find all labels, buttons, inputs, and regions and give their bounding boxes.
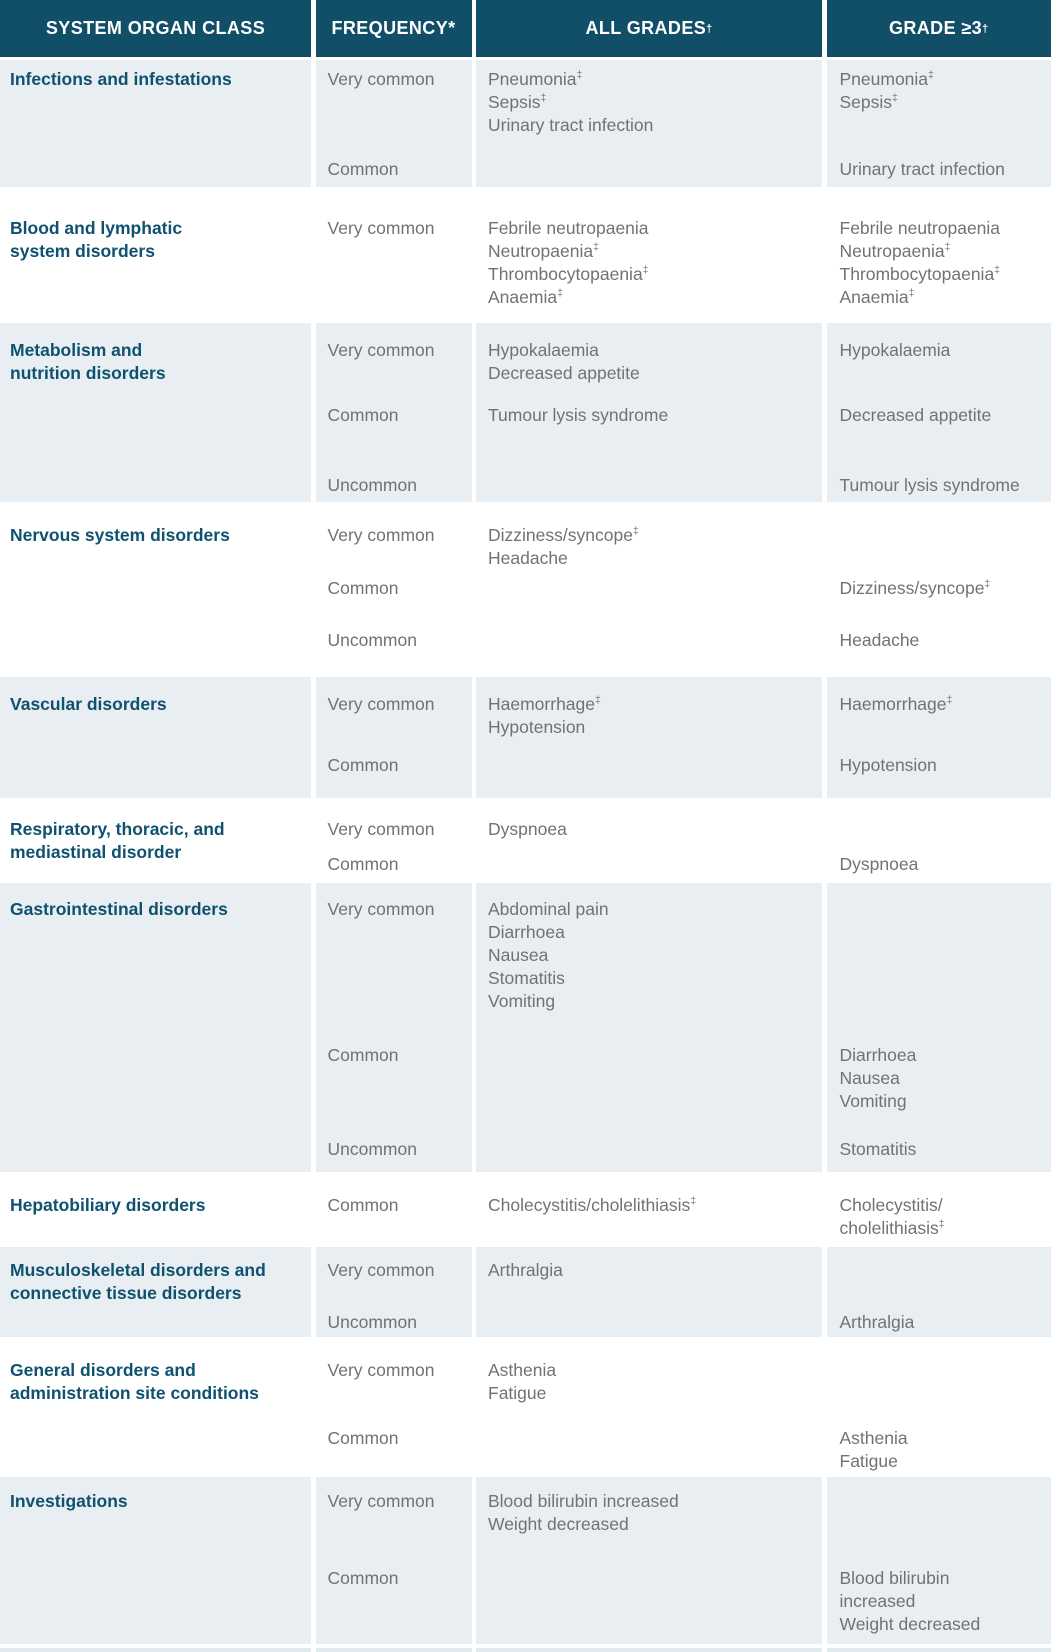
grade3-items: [840, 853, 1046, 883]
reaction-item: Asthenia: [839, 1428, 908, 1448]
grade3-items: [840, 693, 1046, 754]
all-grades-items: [488, 158, 816, 187]
reaction-item: Nausea: [839, 1068, 900, 1088]
all-grades-cell: [476, 1247, 822, 1337]
grade3-items: [840, 1359, 1046, 1427]
reaction-item: Abdominal pain: [488, 899, 609, 919]
all-grades-cell: [476, 798, 822, 883]
all-grades-items: [488, 474, 816, 502]
all-grades-cell: [476, 677, 822, 798]
reaction-item: Neutropaenia‡: [488, 241, 599, 261]
frequency-cell: [316, 1172, 472, 1247]
frequency-label: Uncommon: [327, 1312, 417, 1332]
frequency-label: Very common: [327, 218, 435, 238]
reaction-item: Fatigue: [488, 1383, 547, 1403]
frequency-label: Common: [327, 1195, 399, 1215]
frequency-label: Common: [327, 1428, 399, 1448]
grade3-items: [840, 577, 1046, 629]
frequency-cell: [316, 323, 472, 502]
reaction-item: Fatigue: [839, 1451, 898, 1471]
soc-cell: [0, 323, 311, 502]
soc-cell: [0, 187, 311, 323]
grade3-items: [840, 818, 1046, 853]
grade3-cell: [827, 502, 1051, 677]
reaction-item: Urinary tract infection: [839, 159, 1005, 179]
reaction-item: Blood bilirubin increased: [488, 1491, 679, 1511]
soc-label: General disorders and administration site conditions: [10, 1360, 259, 1403]
grade3-items: [840, 524, 1046, 577]
grade3-items: [840, 158, 1046, 187]
frequency-cell: [316, 187, 472, 323]
all-grades-cell: [476, 323, 822, 502]
frequency-cell: [316, 60, 472, 187]
grade3-items: [840, 339, 1046, 404]
frequency-cell: [316, 1247, 472, 1337]
reaction-item: Arthralgia: [839, 1312, 915, 1332]
section-row: [0, 187, 1051, 323]
reaction-item: Tumour lysis syndrome: [488, 405, 669, 425]
table-body: [0, 60, 1051, 1644]
soc-cell: [0, 1247, 311, 1337]
frequency-label: Very common: [327, 1491, 435, 1511]
section-row: [0, 1247, 1051, 1337]
header-frequency: FREQUENCY*: [316, 0, 472, 57]
all-grades-items: [488, 693, 816, 754]
reaction-item: Febrile neutropaenia: [839, 218, 1001, 238]
reaction-item: Headache: [839, 630, 920, 650]
reaction-item: Blood bilirubin: [839, 1568, 950, 1588]
all-grades-items: [488, 1567, 816, 1644]
frequency-cell: [316, 677, 472, 798]
frequency-label: Common: [327, 405, 399, 425]
grade3-items: [840, 474, 1046, 502]
soc-label: Vascular disorders: [10, 694, 167, 714]
header-all-grades: ALL GRADES †: [476, 0, 822, 57]
frequency-cell: [316, 883, 472, 1172]
next-row-edge-cell: [827, 1648, 1051, 1652]
grade3-items: [840, 629, 1046, 677]
reaction-item: Vomiting: [488, 991, 556, 1011]
frequency-label: Common: [327, 578, 399, 598]
reaction-item: Anaemia‡: [839, 287, 915, 307]
grade3-cell: [827, 1477, 1051, 1644]
frequency-cell: [316, 1477, 472, 1644]
frequency-label: Very common: [327, 1360, 435, 1380]
all-grades-items: [488, 1359, 816, 1427]
all-grades-items: [488, 1311, 816, 1337]
soc-cell: [0, 798, 311, 883]
reaction-item: Pneumonia‡: [839, 69, 934, 89]
grade3-cell: [827, 60, 1051, 187]
reaction-item: Headache: [488, 548, 568, 568]
soc-cell: [0, 677, 311, 798]
reaction-item: Thrombocytopaenia‡: [488, 264, 649, 284]
grade3-items: [840, 1567, 1046, 1644]
reaction-item: Diarrhoea: [839, 1045, 917, 1065]
reaction-item: Stomatitis: [488, 968, 565, 988]
reaction-item: cholelithiasis‡: [839, 1218, 945, 1238]
all-grades-items: [488, 629, 816, 677]
reaction-item: Decreased appetite: [839, 405, 992, 425]
grade3-items: [840, 1490, 1046, 1567]
all-grades-items: [488, 1138, 816, 1172]
soc-label: Hepatobiliary disorders: [10, 1195, 206, 1215]
reaction-item: increased: [839, 1591, 916, 1611]
frequency-label: Common: [327, 854, 399, 874]
all-grades-items: [488, 1259, 816, 1311]
reaction-item: Febrile neutropaenia: [488, 218, 649, 238]
reaction-item: Nausea: [488, 945, 549, 965]
grade3-items: [840, 404, 1046, 474]
section-row: [0, 1337, 1051, 1477]
section-row: [0, 323, 1051, 502]
all-grades-cell: [476, 1172, 822, 1247]
reaction-item: Arthralgia: [488, 1260, 563, 1280]
all-grades-cell: [476, 187, 822, 323]
grade3-items: [840, 1259, 1046, 1311]
reaction-item: Hypokalaemia: [839, 340, 951, 360]
soc-label: Investigations: [10, 1491, 128, 1511]
all-grades-items: [488, 1194, 816, 1247]
reaction-item: Weight decreased: [839, 1614, 981, 1634]
soc-label: Infections and infestations: [10, 69, 232, 89]
reaction-item: Cholecystitis/: [839, 1195, 943, 1215]
all-grades-items: [488, 339, 816, 404]
grade3-cell: [827, 677, 1051, 798]
grade3-items: [840, 1194, 1046, 1247]
frequency-label: Common: [327, 1045, 399, 1065]
reaction-item: Hypotension: [488, 717, 586, 737]
grade3-cell: [827, 798, 1051, 883]
reaction-item: Decreased appetite: [488, 363, 640, 383]
soc-label: Nervous system disorders: [10, 525, 230, 545]
all-grades-items: [488, 853, 816, 883]
reaction-item: Pneumonia‡: [488, 69, 583, 89]
grade3-items: [840, 1427, 1046, 1477]
all-grades-cell: [476, 1337, 822, 1477]
all-grades-items: [488, 404, 816, 474]
all-grades-cell: [476, 1477, 822, 1644]
frequency-label: Common: [327, 755, 399, 775]
reaction-item: Dyspnoea: [839, 854, 919, 874]
all-grades-items: [488, 754, 816, 798]
frequency-label: Very common: [327, 899, 435, 919]
reaction-item: Sepsis‡: [488, 92, 547, 112]
grade3-items: [840, 217, 1046, 312]
grade3-items: [840, 1044, 1046, 1138]
all-grades-items: [488, 1427, 816, 1477]
section-row: [0, 60, 1051, 187]
all-grades-items: [488, 818, 816, 853]
grade3-items: [840, 68, 1046, 158]
reaction-item: Dizziness/syncope‡: [488, 525, 639, 545]
frequency-label: Uncommon: [327, 475, 417, 495]
soc-cell: [0, 883, 311, 1172]
next-row-edge: [0, 1648, 1051, 1652]
grade3-cell: [827, 1172, 1051, 1247]
soc-cell: [0, 1172, 311, 1247]
reaction-item: Asthenia: [488, 1360, 557, 1380]
frequency-label: Very common: [327, 69, 435, 89]
reaction-item: Hypotension: [839, 755, 937, 775]
all-grades-cell: [476, 60, 822, 187]
frequency-label: Very common: [327, 819, 435, 839]
section-row: [0, 1172, 1051, 1247]
frequency-cell: [316, 798, 472, 883]
next-row-edge-cell: [476, 1648, 822, 1652]
reaction-item: Weight decreased: [488, 1514, 629, 1534]
reaction-item: Haemorrhage‡: [488, 694, 601, 714]
all-grades-items: [488, 1044, 816, 1138]
grade3-items: [840, 898, 1046, 1044]
next-row-edge-cell: [316, 1648, 472, 1652]
reaction-item: Urinary tract infection: [488, 115, 654, 135]
reaction-item: Stomatitis: [839, 1139, 917, 1159]
reaction-item: Hypokalaemia: [488, 340, 599, 360]
grade3-items: [840, 1311, 1046, 1337]
reaction-item: Cholecystitis/cholelithiasis‡: [488, 1195, 697, 1215]
soc-cell: [0, 1337, 311, 1477]
frequency-label: Uncommon: [327, 630, 417, 650]
frequency-label: Very common: [327, 1260, 435, 1280]
reaction-item: Diarrhoea: [488, 922, 565, 942]
section-row: [0, 798, 1051, 883]
reaction-item: Vomiting: [839, 1091, 907, 1111]
all-grades-items: [488, 577, 816, 629]
header-grade-3-plus: GRADE ≥3 †: [827, 0, 1051, 57]
all-grades-cell: [476, 883, 822, 1172]
table-header-row: [0, 0, 1051, 57]
reaction-item: Thrombocytopaenia‡: [839, 264, 1001, 284]
soc-label: Blood and lymphatic system disorders: [10, 218, 183, 261]
section-row: [0, 1477, 1051, 1644]
reaction-item: Haemorrhage‡: [839, 694, 953, 714]
all-grades-items: [488, 524, 816, 577]
grade3-cell: [827, 187, 1051, 323]
reaction-item: Sepsis‡: [839, 92, 898, 112]
frequency-cell: [316, 1337, 472, 1477]
frequency-label: Very common: [327, 525, 435, 545]
soc-label: Respiratory, thoracic, and mediastinal disorder: [10, 819, 225, 862]
grade3-cell: [827, 883, 1051, 1172]
grade3-items: [840, 754, 1046, 798]
all-grades-items: [488, 217, 816, 312]
grade3-cell: [827, 1247, 1051, 1337]
header-system-organ-class: SYSTEM ORGAN CLASS: [0, 0, 311, 57]
soc-cell: [0, 60, 311, 187]
section-row: [0, 883, 1051, 1172]
reaction-item: Neutropaenia‡: [839, 241, 951, 261]
all-grades-items: [488, 68, 816, 158]
soc-cell: [0, 1477, 311, 1644]
soc-label: Musculoskeletal disorders and connective tissue disorders: [10, 1260, 266, 1303]
soc-cell: [0, 502, 311, 677]
grade3-cell: [827, 323, 1051, 502]
grade3-items: [840, 1138, 1046, 1172]
reaction-item: Dizziness/syncope‡: [839, 578, 991, 598]
frequency-label: Common: [327, 1568, 399, 1588]
frequency-label: Very common: [327, 340, 435, 360]
soc-label: Metabolism and nutrition disorders: [10, 340, 166, 383]
reaction-item: Anaemia‡: [488, 287, 563, 307]
reaction-item: Dyspnoea: [488, 819, 567, 839]
all-grades-items: [488, 898, 816, 1044]
frequency-label: Very common: [327, 694, 435, 714]
next-row-edge-cell: [0, 1648, 311, 1652]
grade3-cell: [827, 1337, 1051, 1477]
frequency-label: Common: [327, 159, 399, 179]
reaction-item: Tumour lysis syndrome: [839, 475, 1020, 495]
all-grades-cell: [476, 502, 822, 677]
frequency-cell: [316, 502, 472, 677]
frequency-label: Uncommon: [327, 1139, 417, 1159]
section-row: [0, 677, 1051, 798]
all-grades-items: [488, 1490, 816, 1567]
section-row: [0, 502, 1051, 677]
soc-label: Gastrointestinal disorders: [10, 899, 228, 919]
